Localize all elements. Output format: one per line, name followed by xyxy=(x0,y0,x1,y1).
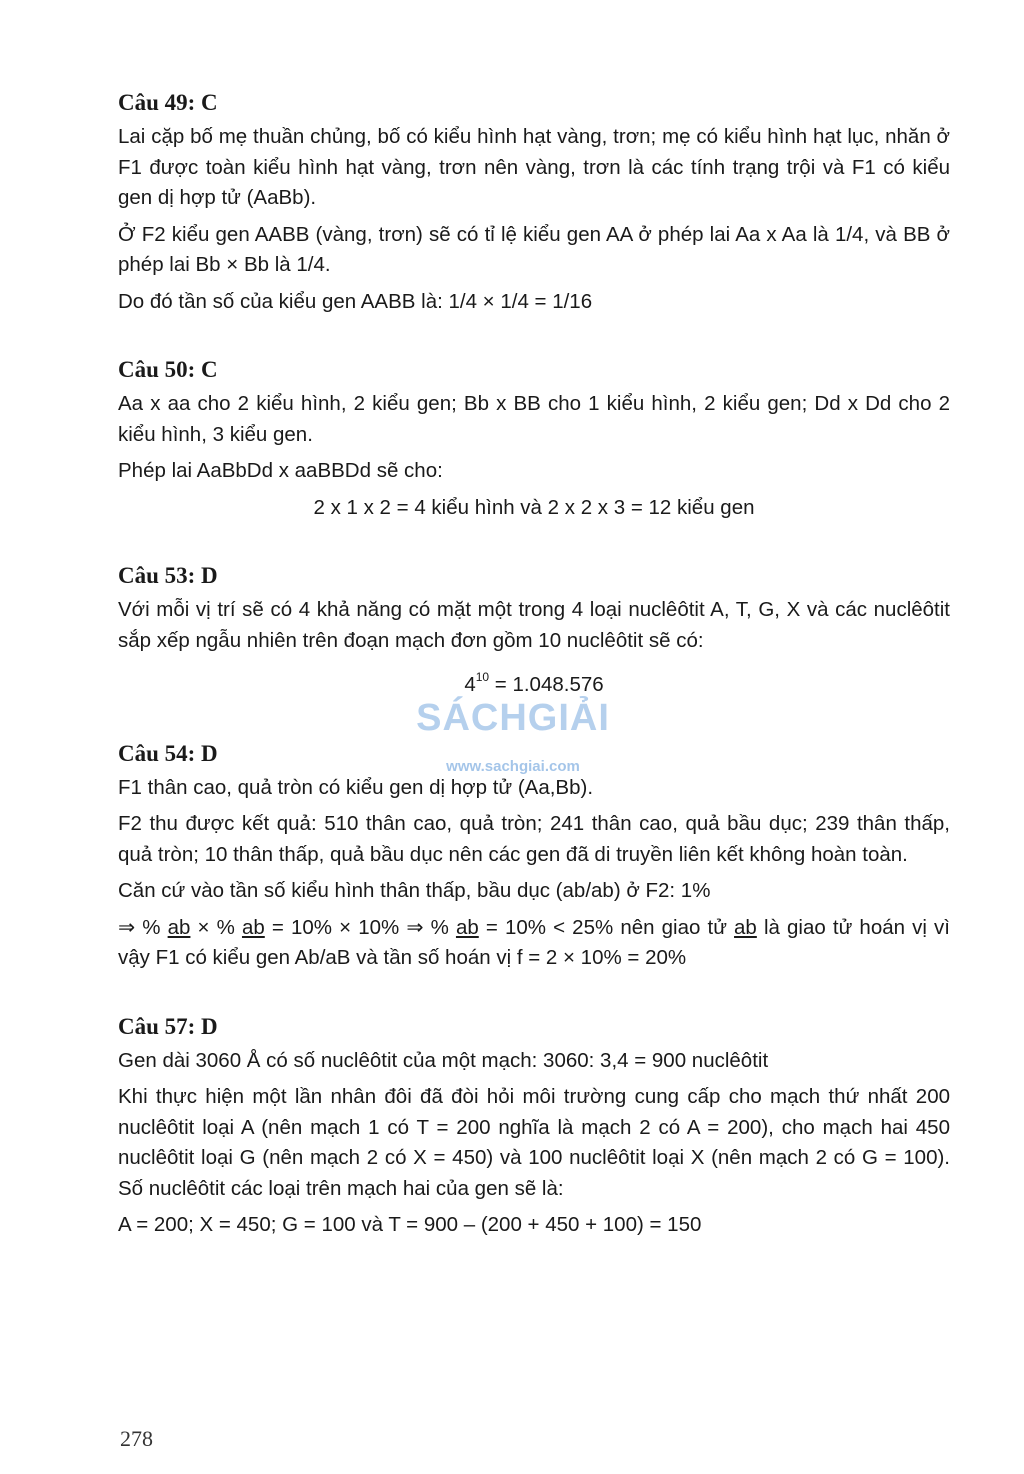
text-segment: = 10% × 10% ⇒ % xyxy=(264,915,456,939)
formula-exponent: 10 xyxy=(475,670,490,684)
question-53 xyxy=(118,561,950,701)
question-title: Câu 54: D xyxy=(118,740,218,766)
watermark-logo: SÁCHGIẢI xyxy=(416,697,610,739)
text-segment: là giao tử hoán vị vì vậy F1 có kiểu gen Ab/aB và tần số hoán vị f = 2 × 10% = 20% xyxy=(118,915,950,969)
paragraph: Khi thực hiện một lần nhân đôi đã đòi hỏi môi trường cung cấp cho mạch thứ nhất 200 nuclêôtit loại A (nên mạch 1 có T = 200 nghĩa là mạch 2 có A = 200), cho mạch hai 450 nuclêôtit loại G (nên mạch 2 có X = 450) và 100 nuclêôtit loại X (nên mạch 2 có G = 100). Số nuclêôtit các loại trên mạch hai của gen sẽ là: xyxy=(118,1085,950,1200)
formula xyxy=(118,662,950,701)
text-segment: × % xyxy=(190,915,242,939)
paragraph: Aa x aa cho 2 kiểu hình, 2 kiểu gen; Bb x BB cho 1 kiểu hình, 2 kiểu gen; Dd x Dd cho 2 kiểu hình, 3 kiểu gen. xyxy=(118,392,950,446)
formula-result: = 1.048.576 xyxy=(489,673,604,696)
underlined-term: ab xyxy=(241,915,265,939)
paragraph: Căn cứ vào tần số kiểu hình thân thấp, bầu dục (ab/ab) ở F2: 1% xyxy=(118,879,711,902)
page-number: 278 xyxy=(120,1426,153,1451)
paragraph: Lai cặp bố mẹ thuần chủng, bố có kiểu hình hạt vàng, trơn; mẹ có kiểu hình hạt lục, nhăn ở F1 được toàn kiểu hình hạt vàng, trơn nên vàng, trơn là các tính trạng trội và F1 có kiểu gen dị hợp tử (AaBb). xyxy=(118,125,950,209)
text-segment: ⇒ % xyxy=(118,915,168,939)
question-54 xyxy=(118,739,950,974)
underlined-term: ab xyxy=(734,915,757,939)
question-title: Câu 50: C xyxy=(118,357,218,382)
question-title: Câu 57: D xyxy=(118,1013,218,1039)
paragraph: F2 thu được kết quả: 510 thân cao, quả tròn; 241 thân cao, quả bầu dục; 239 thân thấp, quả tròn; 10 thân thấp, quả bầu dục nên các gen đã di truyền liên kết không hoàn toàn. xyxy=(118,812,950,866)
question-57 xyxy=(118,1012,950,1241)
paragraph: Do đó tần số của kiểu gen AABB là: 1/4 × 1/4 = 1/16 xyxy=(118,289,593,313)
paragraph: A = 200; X = 450; G = 100 và T = 900 – (200 + 450 + 100) = 150 xyxy=(118,1213,702,1236)
question-50 xyxy=(118,355,950,523)
underlined-term: ab xyxy=(455,915,479,939)
underlined-term: ab xyxy=(167,915,191,939)
paragraph: Phép lai AaBbDd x aaBBDd sẽ cho: xyxy=(118,459,443,482)
formula: 2 x 1 x 2 = 4 kiểu hình và 2 x 2 x 3 = 12 kiểu gen xyxy=(313,495,755,519)
paragraph: Ở F2 kiểu gen AABB (vàng, trơn) sẽ có tỉ lệ kiểu gen AA ở phép lai Aa x Aa là 1/4, và BB ở phép lai Bb × Bb là 1/4. xyxy=(118,222,950,276)
watermark-url: www.sachgiai.com xyxy=(446,758,580,775)
text-segment: = 10% < 25% nên giao tử xyxy=(478,915,735,939)
paragraph: F1 thân cao, quả tròn có kiểu gen dị hợp tử (Aa,Bb). xyxy=(118,775,594,799)
paragraph-derivation xyxy=(118,913,950,974)
formula-base: 4 xyxy=(464,673,476,696)
document-page xyxy=(118,88,950,1279)
paragraph: Gen dài 3060 Å có số nuclêôtit của một mạch: 3060: 3,4 = 900 nuclêôtit xyxy=(118,1048,769,1072)
question-49 xyxy=(118,88,950,317)
paragraph: Với mỗi vị trí sẽ có 4 khả năng có mặt một trong 4 loại nuclêôtit A, T, G, X và các nuclêôtit sắp xếp ngẫu nhiên trên đoạn mạch đơn gồm 10 nuclêôtit sẽ có: xyxy=(118,598,950,652)
question-title: Câu 53: D xyxy=(118,563,218,588)
question-title: Câu 49: C xyxy=(118,90,218,115)
